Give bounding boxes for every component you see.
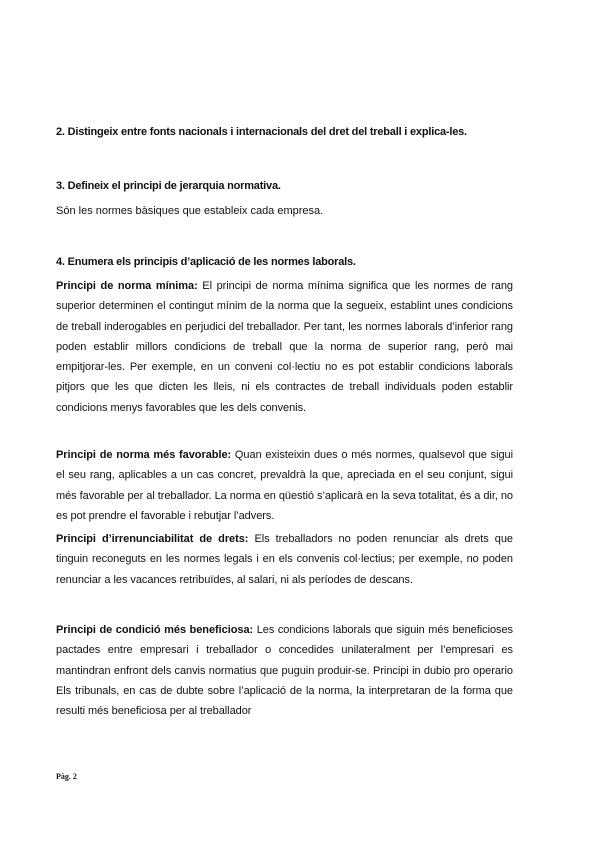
question-3-answer: Són les normes bàsiques que estableix cada empresa. [56, 205, 324, 217]
principle-text: Els treballadors no poden renunciar als drets que tinguin reconeguts en les normes legals i en els convenis col·lectius; per exemple, no poden renunciar a les vacances retribuïdes, al salari, ni als períodes de descans. [56, 533, 513, 586]
question-2-heading: 2. Distingeix entre fonts nacionals i internacionals del dret del treball i explica-les. [56, 126, 467, 138]
principle-text: Quan existeixin dues o més normes, qualsevol que sigui el seu rang, aplicables a un cas concret, prevaldrà la que, apreciada en el seu conjunt, sigui més favorable per al treballador. La norma en qüestió s’aplicarà en la seva totalitat, és a dir, no es pot prendre el favorable i rebutjar l’advers. [56, 449, 513, 522]
page-number: Pàg. 2 [56, 772, 77, 781]
principle-condicio-mes-beneficiosa [56, 620, 513, 721]
principle-title: Principi d’irrenunciabilitat de drets: [56, 533, 249, 545]
principle-title: Principi de condició més beneficiosa: [56, 624, 254, 636]
principle-title: Principi de norma mínima: [56, 280, 198, 292]
principle-norma-minima [56, 276, 513, 418]
principle-title: Principi de norma més favorable: [56, 449, 232, 461]
principle-irrenunciabilitat [56, 529, 513, 590]
principle-norma-mes-favorable [56, 445, 513, 526]
question-4-heading: 4. Enumera els principis d’aplicació de les normes laborals. [56, 256, 356, 268]
principle-text: Les condicions laborals que siguin més beneficioses pactades entre empresari i treballador o concedides unilateralment per l’empresari es mantindran enfront dels canvis normatius que puguin produir-se. Principi in dubio pro operario Els tribunals, en cas de dubte sobre l’aplicació de la norma, la interpretaran de la forma que resulti més beneficiosa per al treballador [56, 624, 513, 718]
question-3-heading: 3. Defineix el principi de jerarquia normativa. [56, 180, 281, 192]
principle-text: El principi de norma mínima significa que les normes de rang superior determinen el contingut mínim de la norma que la segueix, establint unes condicions de treball inderogables en perjudici del treballador. Per tant, les normes laborals d’inferior rang poden establir millors condicions de treball que la norma de superior rang, però mai empitjorar-les. Per exemple, en un conveni col·lectiu no es pot establir condicions laborals pitjors que les que dicten les lleis, ni els contractes de treball individuals poden establir condicions menys favorables que les dels convenis. [56, 280, 514, 414]
